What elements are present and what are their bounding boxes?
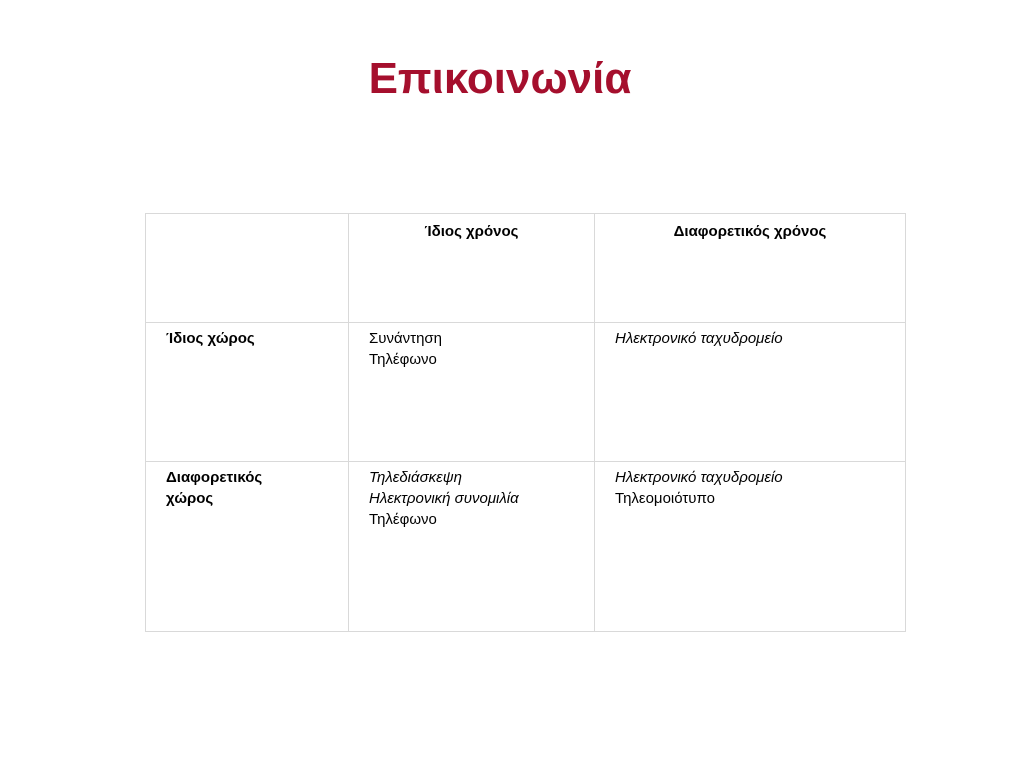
table-row-same-place — [146, 323, 906, 462]
cell-line: Τηλεδιάσκεψη — [369, 469, 462, 486]
cell-different-place-different-time — [595, 462, 906, 632]
cell-line: Ηλεκτρονικό ταχυδρομείο — [615, 330, 783, 347]
cell-line: Ηλεκτρονική συνομιλία — [369, 490, 519, 507]
cell-same-place-different-time — [595, 323, 906, 462]
col-header-same-time — [349, 214, 595, 323]
cell-line: Τηλεομοιότυπο — [615, 490, 715, 507]
communication-table — [145, 213, 906, 632]
corner-cell — [146, 214, 349, 323]
cell-line: Συνάντηση — [369, 330, 443, 347]
cell-line: Τηλέφωνο — [369, 511, 437, 528]
row-header-cell — [146, 323, 349, 462]
row-header-label: Ίδιος χώρος — [166, 330, 255, 347]
slide-title: Επικοινωνία — [368, 54, 632, 103]
table-header-row — [146, 214, 906, 323]
row-header-label: Διαφορετικός χώρος — [166, 469, 263, 507]
cell-different-place-same-time — [349, 462, 595, 632]
cell-line: Τηλέφωνο — [369, 351, 437, 368]
col-header-different-time — [595, 214, 906, 323]
table-row-different-place — [146, 462, 906, 632]
row-header-cell — [146, 462, 349, 632]
cell-same-place-same-time — [349, 323, 595, 462]
col-header-label: Διαφορετικός χρόνος — [673, 223, 827, 240]
cell-line: Ηλεκτρονικό ταχυδρομείο — [615, 469, 783, 486]
col-header-label: Ίδιος χρόνος — [424, 223, 519, 240]
